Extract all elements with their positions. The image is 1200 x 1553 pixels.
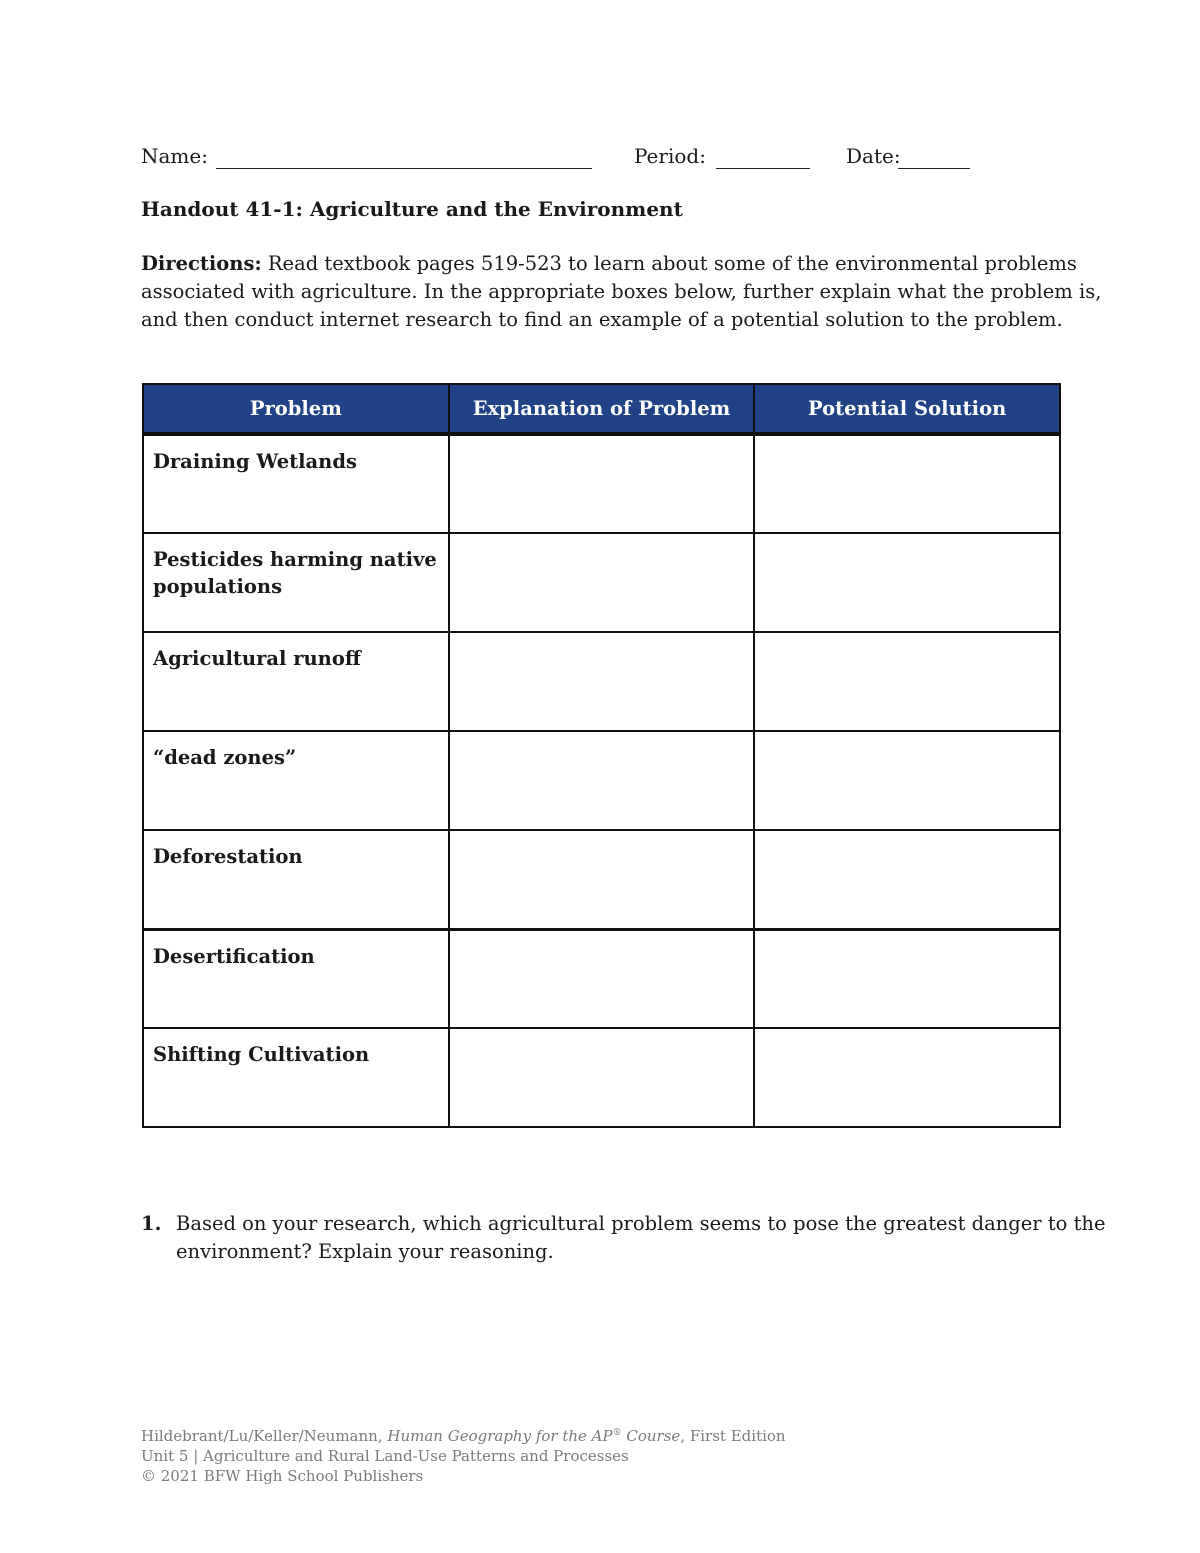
directions-label: Directions:	[141, 252, 262, 275]
problem-cell: Shifting Cultivation	[143, 1028, 449, 1127]
solution-cell[interactable]	[754, 929, 1060, 1028]
date-label: Date:	[846, 144, 901, 168]
registered-mark: ®	[612, 1428, 622, 1438]
solution-cell[interactable]	[754, 632, 1060, 731]
footer-copyright: © 2021 BFW High School Publishers	[141, 1467, 424, 1485]
problem-cell: Desertification	[143, 929, 449, 1028]
table-row	[143, 731, 1060, 830]
question-number: 1.	[141, 1212, 162, 1235]
column-header-problem: Problem	[143, 384, 449, 434]
table-row	[143, 929, 1060, 1028]
solution-cell[interactable]	[754, 731, 1060, 830]
period-label: Period:	[634, 144, 706, 168]
problems-table	[142, 383, 1061, 1128]
solution-cell[interactable]	[754, 1028, 1060, 1127]
solution-cell[interactable]	[754, 533, 1060, 632]
directions-line-2: associated with agriculture. In the appropriate boxes below, further explain what the problem is,	[141, 280, 1102, 303]
directions-line-1: Read textbook pages 519-523 to learn about some of the environmental problems	[267, 252, 1077, 275]
explanation-cell[interactable]	[449, 632, 755, 731]
explanation-cell[interactable]	[449, 731, 755, 830]
footer-unit: Unit 5 | Agriculture and Rural Land-Use Patterns and Processes	[141, 1447, 629, 1465]
table-row	[143, 830, 1060, 929]
page-footer	[141, 1423, 786, 1486]
table-row	[143, 533, 1060, 632]
table-header-row	[143, 384, 1060, 434]
footer-book-title-course: Course	[626, 1427, 681, 1445]
directions-line-3: and then conduct internet research to find an example of a potential solution to the problem.	[141, 308, 1063, 331]
handout-title: Handout 41-1: Agriculture and the Environment	[141, 197, 683, 221]
question-line-2: environment? Explain your reasoning.	[176, 1240, 554, 1263]
explanation-cell[interactable]	[449, 1028, 755, 1127]
footer-authors: Hildebrant/Lu/Keller/Neumann,	[141, 1427, 383, 1445]
solution-cell[interactable]	[754, 830, 1060, 929]
explanation-cell[interactable]	[449, 830, 755, 929]
problem-cell: Draining Wetlands	[143, 434, 449, 533]
question-line-1: Based on your research, which agricultural problem seems to pose the greatest danger to the	[176, 1212, 1106, 1235]
explanation-cell[interactable]	[449, 434, 755, 533]
solution-cell[interactable]	[754, 434, 1060, 533]
table-row	[143, 632, 1060, 731]
student-info-line	[141, 144, 971, 174]
footer-book-title: Human Geography for the AP	[387, 1427, 613, 1445]
period-blank[interactable]	[716, 168, 810, 169]
problem-cell: Pesticides harming native populations	[143, 533, 449, 632]
column-header-solution: Potential Solution	[754, 384, 1060, 434]
problem-cell: Agricultural runoff	[143, 632, 449, 731]
directions-paragraph	[141, 250, 1102, 334]
date-blank[interactable]	[898, 168, 970, 169]
problem-cell: “dead zones”	[143, 731, 449, 830]
explanation-cell[interactable]	[449, 929, 755, 1028]
explanation-cell[interactable]	[449, 533, 755, 632]
table-row	[143, 1028, 1060, 1127]
problem-cell: Deforestation	[143, 830, 449, 929]
table-row	[143, 434, 1060, 533]
name-label: Name:	[141, 144, 208, 168]
footer-edition: , First Edition	[680, 1427, 786, 1445]
name-blank[interactable]	[216, 168, 592, 169]
column-header-explanation: Explanation of Problem	[449, 384, 755, 434]
